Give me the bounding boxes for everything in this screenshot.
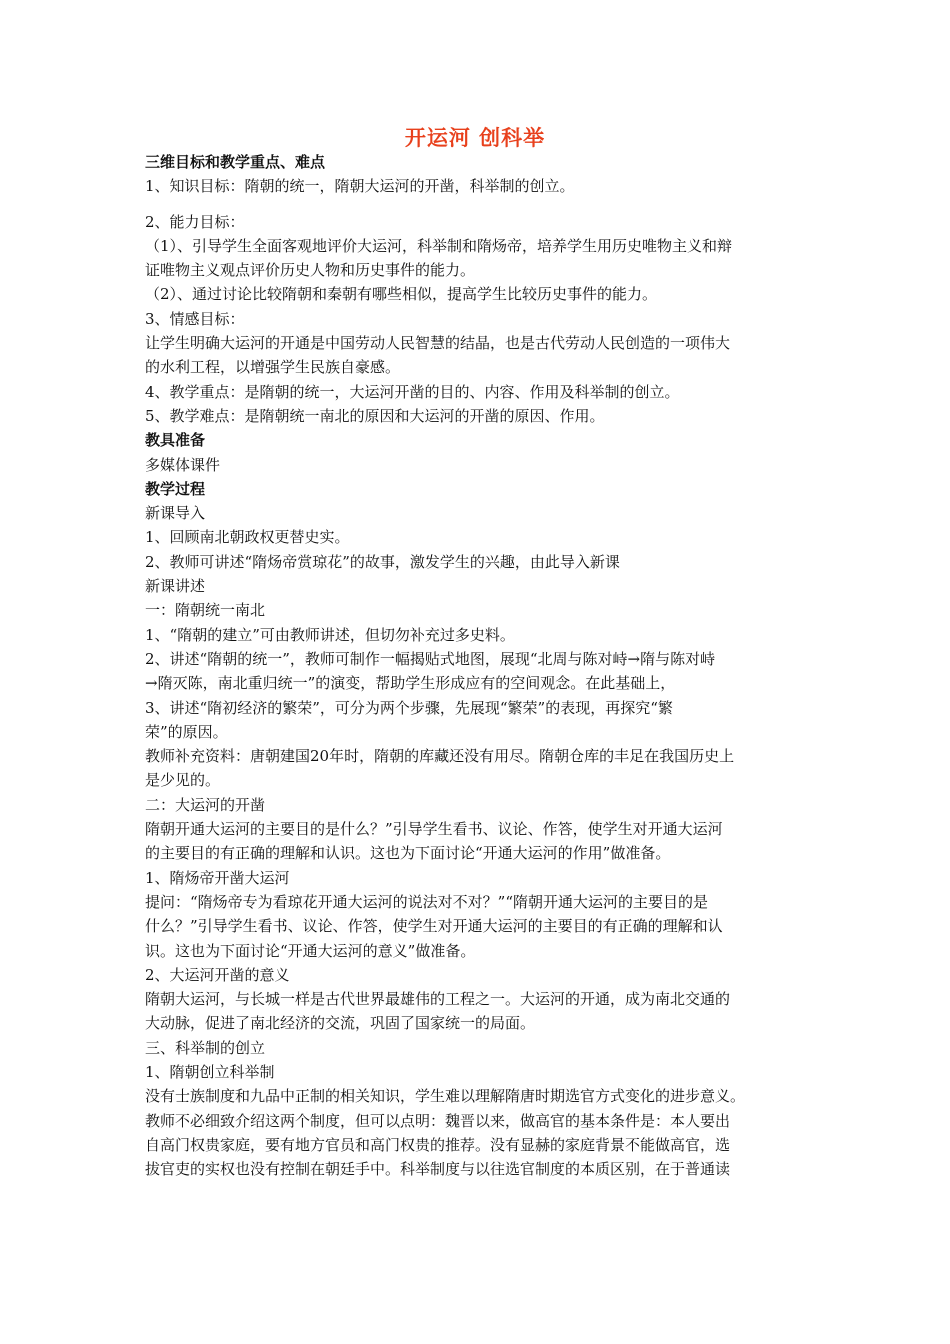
text-line: 4、教学重点：是隋朝的统一，大运河开凿的目的、内容、作用及科举制的创立。 [145,382,680,401]
text-line: 隋朝大运河，与长城一样是古代世界最雄伟的工程之一。大运河的开通，成为南北交通的 [145,990,731,1009]
text-line: 2、能力目标： [145,212,245,231]
text-line: 多媒体课件 [145,455,221,474]
text-line: 2、大运河开凿的意义 [145,965,290,984]
text-line: 3、情感目标： [145,309,245,328]
document-body [145,150,821,1181]
text-line: 1、知识目标：隋朝的统一，隋朝大运河的开凿，科举制的创立。 [145,177,575,196]
text-line: 提问：“隋炀帝专为看琼花开通大运河的说法对不对？”“隋朝开通大运河的主要目的是 [145,892,709,911]
text-line: 拔官吏的实权也没有控制在朝廷手中。科举制度与以往选官制度的本质区别，在于普通读 [145,1160,731,1179]
text-line: 1、隋炀帝开凿大运河 [145,868,290,887]
text-line: 自高门权贵家庭，要有地方官员和高门权贵的推荐。没有显赫的家庭背景不能做高官，选 [145,1135,731,1154]
text-line: 教师补充资料：唐朝建国20年时，隋朝的库藏还没有用尽。隋朝仓库的丰足在我国历史上 [145,747,735,766]
text-line: 是少见的。 [145,771,221,790]
text-line: 什么？”引导学生看书、议论、作答，使学生对开通大运河的主要目的有正确的理解和认 [145,917,723,936]
text-line: 5、教学难点：是隋朝统一南北的原因和大运河的开凿的原因、作用。 [145,406,605,425]
text-line: 2、讲述“隋朝的统一”，教师可制作一幅揭贴式地图，展现“北周与陈对峙→隋与陈对峙 [145,649,716,668]
text-line: 没有士族制度和九品中正制的相关知识，学生难以理解隋唐时期选官方式变化的进步意义。 [145,1087,746,1106]
text-line: 新课讲述 [145,577,206,596]
text-line: 二：大运河的开凿 [145,795,266,814]
text-line: 1、“隋朝的建立”可由教师讲述，但切勿补充过多史料。 [145,625,515,644]
text-line: 大动脉，促进了南北经济的交流，巩固了国家统一的局面。 [145,1014,536,1033]
paragraph-gap [145,199,821,210]
text-line: 2、教师可讲述“隋炀帝赏琼花”的故事，激发学生的兴趣，由此导入新课 [145,552,620,571]
text-line: 3、讲述“隋初经济的繁荣”，可分为两个步骤，先展现“繁荣”的表现，再探究“繁 [145,698,673,717]
text-line: 新课导入 [145,504,206,523]
section-heading: 教具准备 [145,431,206,450]
text-line: 1、回顾南北朝政权更替史实。 [145,528,350,547]
text-line: 1、隋朝创立科举制 [145,1062,275,1081]
text-line: 识。这也为下面讨论“开通大运河的意义”做准备。 [145,941,476,960]
text-line: 隋朝开通大运河的主要目的是什么？”引导学生看书、议论、作答，使学生对开通大运河 [145,820,723,839]
document-title: 开运河 创科举 [404,126,546,150]
section-heading: 教学过程 [145,479,206,498]
text-line: 让学生明确大运河的开通是中国劳动人民智慧的结晶，也是古代劳动人民创造的一项伟大 [145,334,731,353]
text-line: 荣”的原因。 [145,722,228,741]
section-heading: 三维目标和教学重点、难点 [145,153,326,171]
text-line: 一：隋朝统一南北 [145,601,266,620]
text-line: 教师不必细致介绍这两个制度，但可以点明：魏晋以来，做高官的基本条件是：本人要出 [145,1111,731,1130]
text-line: （1）、引导学生全面客观地评价大运河，科举制和隋炀帝，培养学生用历史唯物主义和辩 [145,236,733,255]
text-line: →隋灭陈，南北重归统一”的演变，帮助学生形成应有的空间观念。在此基础上， [145,674,676,693]
text-line: 的水利工程，以增强学生民族自豪感。 [145,358,401,377]
text-line: 三、科举制的创立 [145,1038,266,1057]
text-line: （2）、通过讨论比较隋朝和秦朝有哪些相似，提高学生比较历史事件的能力。 [145,285,658,304]
text-line: 的主要目的有正确的理解和认识。这也为下面讨论“开通大运河的作用”做准备。 [145,844,671,863]
text-line: 证唯物主义观点评价历史人物和历史事件的能力。 [145,261,476,280]
